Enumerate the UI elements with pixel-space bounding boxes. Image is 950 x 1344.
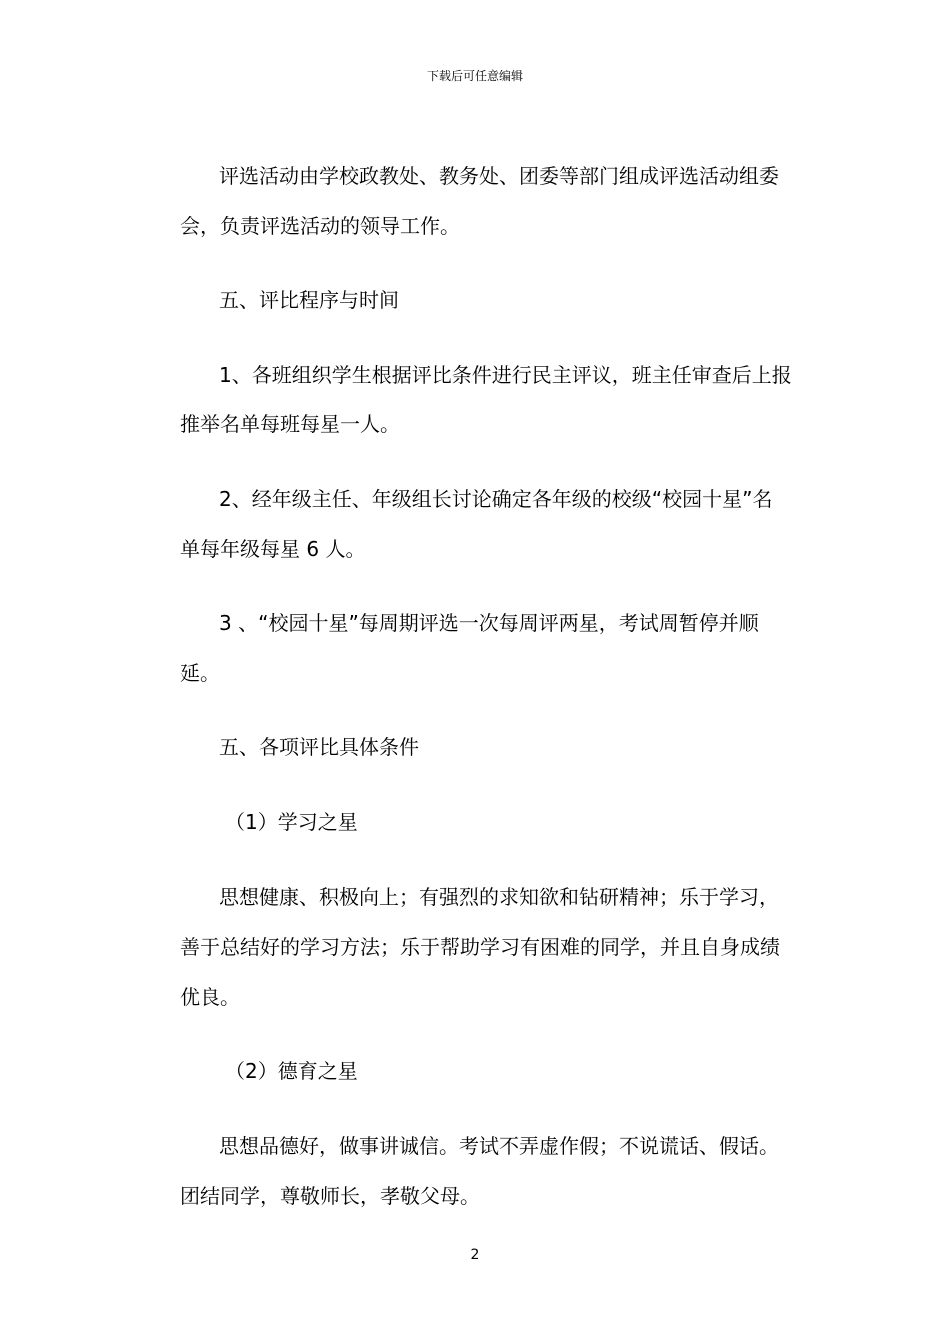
paragraph-line: 团结同学，尊敬师长，孝敬父母。: [180, 1184, 480, 1208]
subsection-heading: （1）学习之星: [225, 810, 358, 834]
paragraph-line: 会，负责评选活动的领导工作。: [180, 214, 460, 238]
subsection-heading: （2）德育之星: [225, 1059, 358, 1083]
page-header: 下载后可任意编辑: [426, 69, 523, 83]
section-heading: 五、各项评比具体条件: [219, 735, 419, 759]
paragraph-line: 优良。: [180, 985, 240, 1009]
paragraph-line: 单每年级每星 6 人。: [180, 537, 366, 561]
paragraph-line: 思想品德好，做事讲诚信。考试不弄虚作假；不说谎话、假话。: [219, 1134, 779, 1158]
page-number: 2: [470, 1247, 480, 1263]
paragraph-line: 3 、“校园十星”每周期评选一次每周评两星，考试周暂停并顺: [219, 611, 759, 635]
paragraph-line: 1、各班组织学生根据评比条件进行民主评议，班主任审查后上报: [219, 363, 792, 387]
section-heading: 五、评比程序与时间: [219, 288, 399, 312]
paragraph-line: 思想健康、积极向上；有强烈的求知欲和钻研精神；乐于学习，: [219, 885, 779, 909]
paragraph-line: 善于总结好的学习方法；乐于帮助学习有困难的同学，并且自身成绩: [180, 935, 780, 959]
paragraph-line: 推举名单每班每星一人。: [180, 412, 400, 436]
paragraph-line: 延。: [180, 661, 220, 685]
paragraph-line: 2、经年级主任、年级组长讨论确定各年级的校级“校园十星”名: [219, 487, 773, 511]
paragraph-line: 评选活动由学校政教处、教务处、团委等部门组成评选活动组委: [219, 164, 779, 188]
